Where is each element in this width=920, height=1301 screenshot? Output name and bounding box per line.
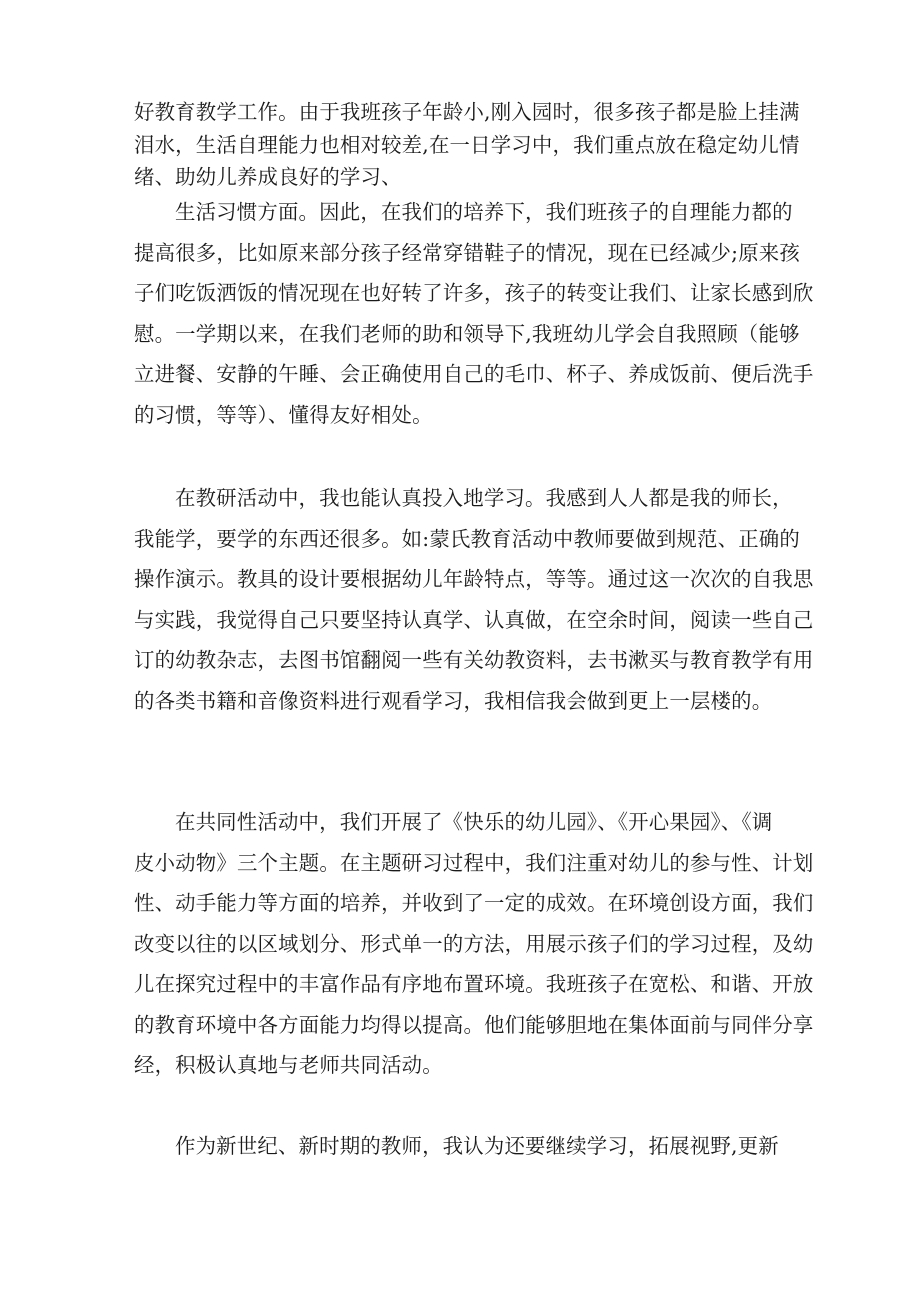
paragraph-5: [134, 1126, 794, 1167]
text-line: 的教育环境中各方面能力均得以提高。他们能够胆地在集体面前与同伴分享: [134, 1012, 814, 1037]
text-line: 儿在探究过程中的丰富作品有序地布置环境。我班孩子在宽松、和谐、开放: [134, 972, 814, 996]
text-line: 订的幼教杂志，去图书馆翻阅一些有关幼教资料，去书漱买与教育教学有用: [134, 648, 814, 672]
text-line: 慰。一学期以来，在我们老师的助和领导下,我班幼儿学会自我照顾（能够: [134, 321, 800, 346]
text-line: 改变以往的以区域划分、形式单一的方法，用展示孩子们的学习过程，及幼: [134, 931, 814, 956]
text-line: 绪、助幼儿养成良好的学习、: [134, 165, 402, 189]
text-line: 好教育教学工作。由于我班孩子年龄小,刚入园时，很多孩子都是脸上挂满: [134, 100, 800, 124]
text-line: 泪水，生活自理能力也相对较差,在一日学习中，我们重点放在稳定幼儿情: [134, 132, 800, 157]
text-line: 的各类书籍和音像资料进行观看学习，我相信我会做到更上一层楼的。: [134, 688, 773, 713]
text-line: 提高很多，比如原来部分孩子经常穿错鞋子的情况，现在已经减少;原来孩: [134, 240, 800, 265]
text-line: 生活习惯方面。因此，在我们的培养下，我们班孩子的自理能力都的: [175, 200, 793, 224]
text-line: 经，积极认真地与老师共同活动。: [134, 1053, 443, 1077]
text-line: 性、动手能力等方面的培养，并收到了一定的成效。在环境创设方面，我们: [134, 891, 814, 915]
text-line: 与实践，我觉得自己只要坚持认真学、认真做，在空余时间，阅读一些自己: [134, 607, 814, 632]
text-line: 皮小动物》三个主题。在主题研习过程中，我们注重对幼儿的参与性、计划: [134, 850, 814, 875]
text-line: 子们吃饭洒饭的情况现在也好转了许多，孩子的转变让我们、让家长感到欣: [134, 281, 814, 305]
text-line: 作为新世纪、新时期的教师，我认为还要继续学习，拓展视野,更新: [175, 1134, 779, 1158]
paragraph-2: [134, 192, 814, 435]
text-line: 立进餐、安静的午睡、会正确使用自己的毛巾、杯子、养成饭前、便后洗手: [134, 362, 814, 386]
text-line: 的习惯，等等）、懂得友好相处。: [134, 402, 433, 427]
text-line: 在共同性活动中，我们开展了《快乐的幼儿园》、《开心果园》、《调: [175, 810, 773, 834]
paragraph-1: [134, 96, 800, 194]
text-line: 我能学，要学的东西还很多。如:蒙氏教育活动中教师要做到规范、正确的: [134, 526, 800, 551]
paragraph-4: [134, 802, 814, 1086]
text-line: 在教研活动中，我也能认真投入地学习。我感到人人都是我的师长，: [175, 486, 793, 510]
paragraph-3: [134, 478, 814, 721]
text-line: 操作演示。教具的设计要根据幼儿年龄特点，等等。通过这一次次的自我思: [134, 567, 814, 591]
